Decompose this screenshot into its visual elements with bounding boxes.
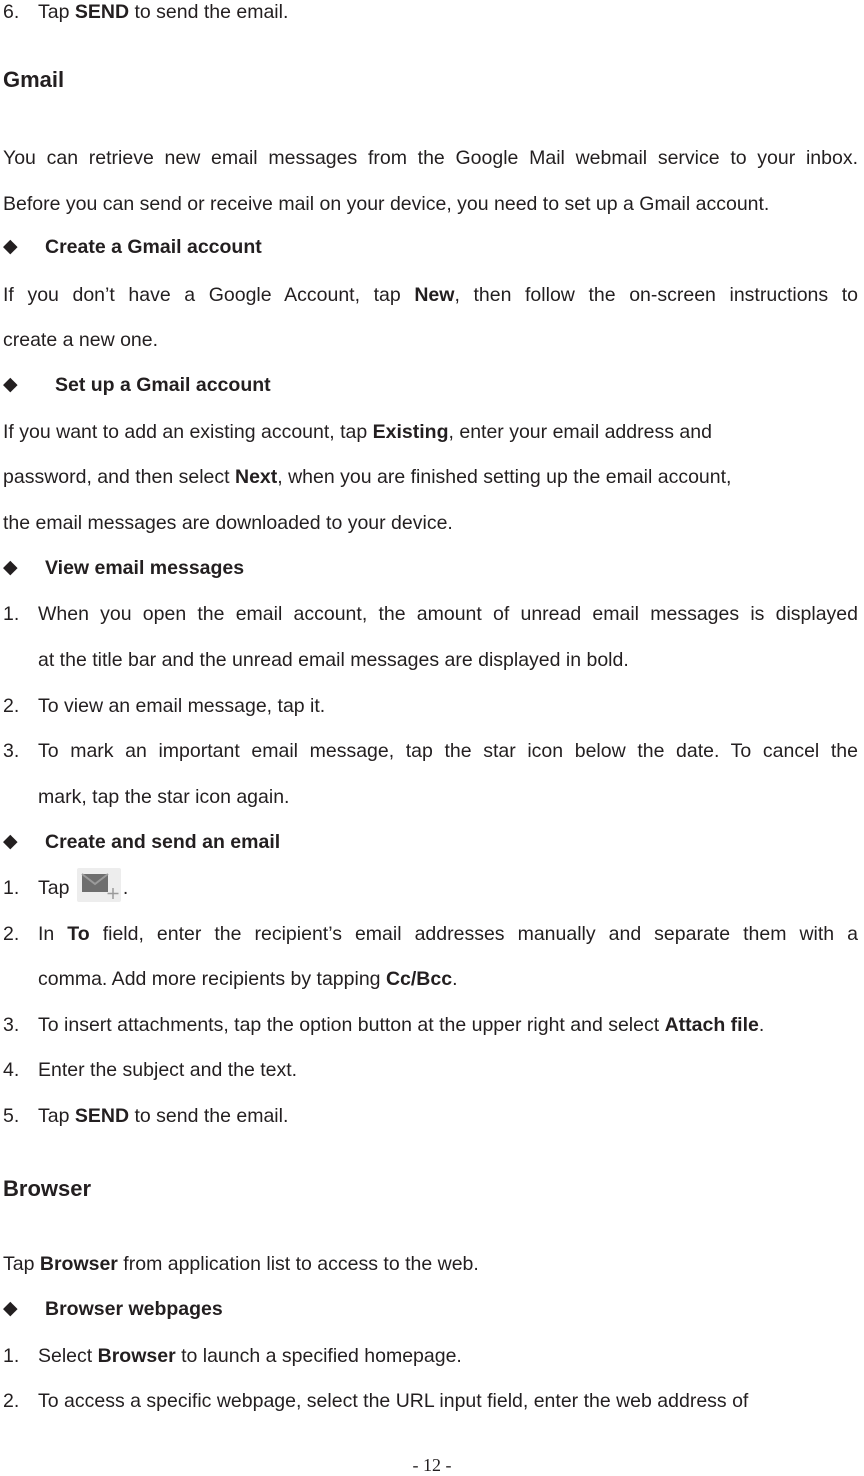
text: Enter the subject and the text.	[38, 1059, 298, 1081]
text: To mark an important email message, tap the star icon below the date. To cancel the	[38, 740, 858, 762]
bullet-diamond-icon: ◆	[3, 236, 18, 257]
compose-mail-icon	[77, 868, 121, 902]
step-number: 1.	[3, 877, 20, 899]
text: .	[122, 877, 129, 900]
text: comma. Add more recipients by tapping	[38, 968, 386, 990]
text: Tap	[38, 877, 75, 900]
step-number: 2.	[3, 695, 20, 717]
subheading-text: Create a Gmail account	[45, 236, 262, 258]
text: When you open the email account, the amount of unread email messages is displayed	[38, 603, 858, 625]
text: Tap	[38, 1, 75, 23]
bullet-diamond-icon: ◆	[3, 1298, 18, 1319]
subheading-text: Create and send an email	[45, 831, 281, 853]
step-number: 1.	[3, 603, 20, 625]
step-number: 5.	[3, 1105, 20, 1127]
browser-intro	[3, 1252, 858, 1276]
text: Select	[38, 1345, 98, 1367]
bullet-diamond-icon: ◆	[3, 374, 18, 395]
step-number: 3.	[3, 740, 20, 762]
step-number: 4.	[3, 1059, 20, 1081]
bold-text: SEND	[74, 1, 130, 23]
browser-heading: Browser	[3, 1176, 92, 1201]
bold-text: Next	[234, 466, 278, 488]
text: In	[38, 923, 68, 945]
text: To view an email message, tap it.	[38, 695, 326, 717]
gmail-intro-line2: Before you can send or receive mail on your device, you need to set up a Gmail account.	[3, 193, 770, 215]
step-number: 2.	[3, 923, 20, 945]
step-number: 6.	[3, 1, 20, 23]
text: to launch a specified homepage.	[175, 1345, 462, 1367]
text: field, enter the recipient’s email addresses manually and separate them with a	[89, 923, 859, 945]
text: , when you are finished setting up the email account,	[277, 466, 732, 488]
bold-text: Existing	[372, 421, 449, 443]
text: To access a specific webpage, select the URL input field, enter the web address of	[38, 1390, 749, 1412]
create-account-line1	[3, 283, 858, 307]
text: , then follow the on-screen instructions to	[454, 284, 858, 306]
bullet-diamond-icon: ◆	[3, 831, 18, 852]
text: .	[452, 968, 458, 990]
text: .	[758, 1014, 765, 1036]
subheading-text: View email messages	[45, 557, 245, 579]
bold-text: SEND	[74, 1105, 130, 1127]
bold-text: Browser	[97, 1345, 176, 1367]
subheading-text: Browser webpages	[45, 1298, 223, 1320]
text: Tap	[3, 1253, 40, 1275]
bold-text: Attach file	[664, 1014, 759, 1036]
text: from application list to access to the web.	[117, 1253, 479, 1275]
text: password, and then select	[3, 466, 235, 488]
page-number: - 12 -	[412, 1455, 452, 1475]
text: at the title bar and the unread email messages are displayed in bold.	[38, 649, 629, 671]
text: to send the email.	[129, 1, 289, 23]
text: If you want to add an existing account, tap	[3, 421, 373, 443]
setup-account-line3: the email messages are downloaded to your device.	[3, 512, 453, 534]
gmail-heading: Gmail	[3, 67, 65, 92]
gmail-intro-line1: You can retrieve new email messages from the Google Mail webmail service to your inbox.	[3, 147, 858, 169]
bold-text: Browser	[39, 1253, 118, 1275]
step-number: 1.	[3, 1345, 20, 1367]
step-number: 3.	[3, 1014, 20, 1036]
setup-account-line1	[3, 420, 858, 444]
bold-text: Cc/Bcc	[385, 968, 453, 990]
text: If you don’t have a Google Account, tap	[3, 284, 415, 306]
text: Tap	[38, 1105, 75, 1127]
text: mark, tap the star icon again.	[38, 786, 290, 808]
step-number: 2.	[3, 1390, 20, 1412]
create-account-line2: create a new one.	[3, 329, 159, 351]
bold-text: New	[414, 284, 455, 306]
bullet-diamond-icon: ◆	[3, 557, 18, 578]
text: To insert attachments, tap the option button at the upper right and select	[38, 1014, 665, 1036]
text: , enter your email address and	[448, 421, 712, 443]
subheading-text: Set up a Gmail account	[55, 374, 271, 396]
bold-text: To	[67, 923, 90, 945]
setup-account-line2	[3, 465, 858, 489]
text: to send the email.	[129, 1105, 289, 1127]
